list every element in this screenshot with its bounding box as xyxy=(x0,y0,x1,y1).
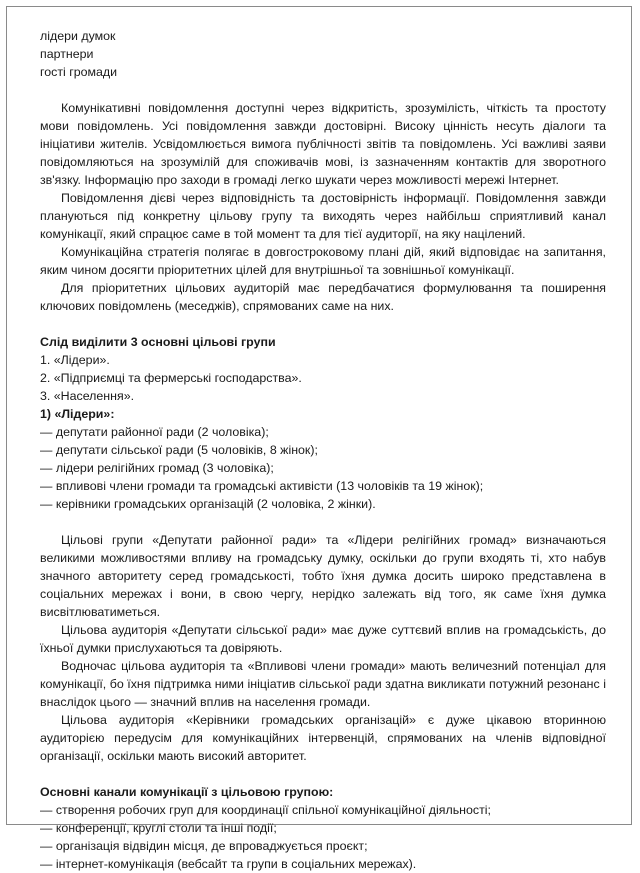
leader-item: — лідери релігійних громад (3 чоловіка); xyxy=(40,461,274,475)
leader-item: — депутати сільської ради (5 чоловіків, 8 жінок); xyxy=(40,443,318,457)
channel-item: — організація відвідин місця, де впроваджується проєкт; xyxy=(40,839,368,853)
groups-heading: Слід виділити 3 основні цільові групи xyxy=(40,335,276,349)
channel-item: — створення робочих груп для координації спільної комунікаційної діяльності; xyxy=(40,803,491,817)
leader-item: — керівники громадських організацій (2 чоловіка, 2 жінки). xyxy=(40,497,376,511)
channel-item: — інтернет-комунікація (вебсайт та групи в соціальних мережах). xyxy=(40,857,417,871)
paragraph: Для пріоритетних цільових аудиторій має передбачатися формулювання та поширення ключових повідомлень (меседжів), спрямованих саме на них. xyxy=(40,281,606,313)
group-item: 1. «Лідери». xyxy=(40,353,110,367)
paragraph: Цільова аудиторія «Депутати сільської ради» має дуже суттєвий вплив на громадськість, до їхньої думки прислухаються та довіряють. xyxy=(40,623,606,655)
audience-line: гості громади xyxy=(40,65,118,79)
paragraph: Цільові групи «Депутати районної ради» та «Лідери релігійних громад» визначаються великими можливостями впливу на громадську думку, оскільки до групи входять ті, хто набув значного авторитету серед громадськості, тобто їхня думка досить широко представлена в соціальних мережах і вони, в свою чергу, нерідко залежать від того, як саме їхня думка висвітлюватиметься. xyxy=(40,533,606,619)
group-item: 3. «Населення». xyxy=(40,389,135,403)
leaders-heading: 1) «Лідери»: xyxy=(40,407,115,421)
audience-line: лідери думок xyxy=(40,29,116,43)
paragraph: Повідомлення дієві через відповідність та достовірність інформації. Повідомлення завжди плануються під конкретну цільову групу та виходять через найбільш сприятливий канал комунікації, який спрацює саме в той момент та для тієї аудиторії, на яку націлений. xyxy=(40,191,606,241)
paragraph: Комунікативні повідомлення доступні через відкритість, зрозумілість, чіткість та простоту мови повідомлень. Усі повідомлення завжди достовірні. Високу цінність несуть діалоги та ініціативи жителів. Усвідомлюється вимога публічності звітів та повідомлень. Усі важливі заяви повідомляються на зрозумілій для споживачів мові, із зазначенням контактів для зворотного зв'язку. Інформацію про заходи в громаді легко шукати через можливості мережі Інтернет. xyxy=(40,101,606,187)
paragraph: Цільова аудиторія «Керівники громадських організацій» є дуже цікавою вторинною аудиторією передусім для комунікаційних інтервенцій, спрямованих на членів відповідної організації, оскільки мають високий авторитет. xyxy=(40,713,606,763)
channels-heading: Основні канали комунікації з цільовою групою: xyxy=(40,785,334,799)
document-body xyxy=(40,27,606,873)
channel-item: — конференції, круглі столи та інші події; xyxy=(40,821,277,835)
leader-item: — депутати районної ради (2 чоловіка); xyxy=(40,425,269,439)
paragraph: Комунікаційна стратегія полягає в довгостроковому плані дій, який відповідає на запитання, яким чином досягти пріоритетних цілей для внутрішньої та зовнішньої комунікації. xyxy=(40,245,606,277)
paragraph: Водночас цільова аудиторія та «Впливові члени громади» мають величезний потенціал для комунікації, бо їхня підтримка ними ініціатив сільської ради здатна викликати потужний резонанс і внаслідок цього — значний вплив на населення громади. xyxy=(40,659,606,709)
group-item: 2. «Підприємці та фермерські господарства». xyxy=(40,371,302,385)
leader-item: — впливові члени громади та громадські активісти (13 чоловіків та 19 жінок); xyxy=(40,479,484,493)
audience-line: партнери xyxy=(40,47,94,61)
